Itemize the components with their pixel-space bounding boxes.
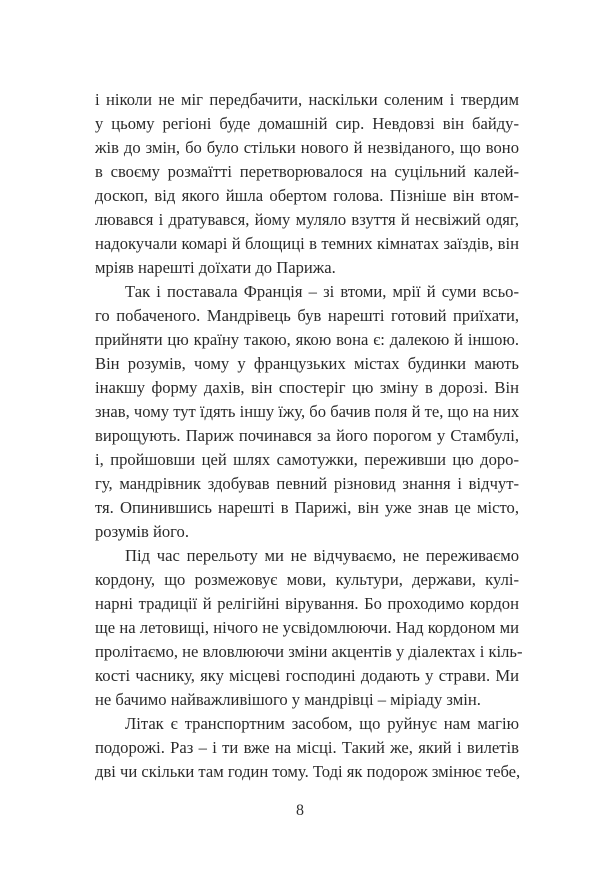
text-line: надокучали комарі й блощиці в темних кімнатах заїздів, він <box>95 234 519 253</box>
text-line: подорожі. Раз – і ти вже на місці. Такий же, який і вилетів <box>95 738 519 757</box>
paragraph <box>95 280 519 544</box>
text-line: інакшу форму дахів, він спостеріг цю зміну в дорозі. Він <box>95 378 519 397</box>
text-line: го побаченого. Мандрівець був нарешті готовий приїхати, <box>95 306 519 325</box>
text-line: і ніколи не міг передбачити, наскільки соленим і твердим <box>95 90 519 109</box>
text-line: тя. Опинившись нарешті в Парижі, він уже знав це місто, <box>95 498 519 517</box>
text-line: прийняти цю країну такою, якою вона є: далекою й іншою. <box>95 330 519 349</box>
text-line: дві чи скільки там годин тому. Тоді як подорож змінює тебе, <box>95 762 521 781</box>
text-line: доскоп, від якого йшла обертом голова. Пізніше він втом- <box>95 186 519 205</box>
text-line: Літак є транспортним засобом, що руйнує нам магію <box>125 714 519 733</box>
paragraph <box>95 712 519 784</box>
text-line: не бачимо найважливішого у мандрівці – міріаду змін. <box>95 690 481 709</box>
text-line: кордону, що розмежовує мови, культури, держави, кулі- <box>95 570 519 589</box>
text-line: Так і поставала Франція – зі втоми, мрії й суми всьо- <box>125 282 519 301</box>
text-line: жів до змін, бо було стільки нового й незвіданого, що воно <box>95 138 519 157</box>
text-line: лювався і дратувався, йому муляло взуття й несвіжий одяг, <box>95 210 519 229</box>
text-line: пролітаємо, не вловлюючи зміни акцентів у діалектах і кіль- <box>95 642 523 661</box>
text-line: розумів його. <box>95 522 189 541</box>
text-line: гу, мандрівник здобував певний різновид знання і відчут- <box>95 474 519 493</box>
text-line: ще на летовищі, нічого не усвідомлюючи. Над кордоном ми <box>95 618 519 637</box>
text-line: Він розумів, чому у французьких містах будинки мають <box>95 354 519 373</box>
page-body <box>95 88 523 784</box>
text-line: Під час перельоту ми не відчуваємо, не переживаємо <box>125 546 519 565</box>
text-line: знав, чому тут їдять іншу їжу, бо бачив поля й те, що на них <box>95 402 520 421</box>
paragraph <box>95 544 523 712</box>
text-line: у цьому регіоні буде домашній сир. Невдовзі він байду- <box>95 114 519 133</box>
text-line: вирощують. Париж починався за його порогом у Стамбулі, <box>95 426 519 445</box>
text-line: кості часнику, яку місцеві господині додають у страви. Ми <box>95 666 519 685</box>
text-line: мріяв нарешті доїхати до Парижа. <box>95 258 336 277</box>
text-line: і, пройшовши цей шлях самотужки, переживши цю доро- <box>95 450 519 469</box>
paragraph <box>95 88 519 280</box>
page-number: 8 <box>296 802 304 819</box>
text-line: нарні традиції й релігійні вірування. Бо проходимо кордон <box>95 594 519 613</box>
text-line: в своєму розмаїтті перетворювалося на суцільний калей- <box>95 162 519 181</box>
